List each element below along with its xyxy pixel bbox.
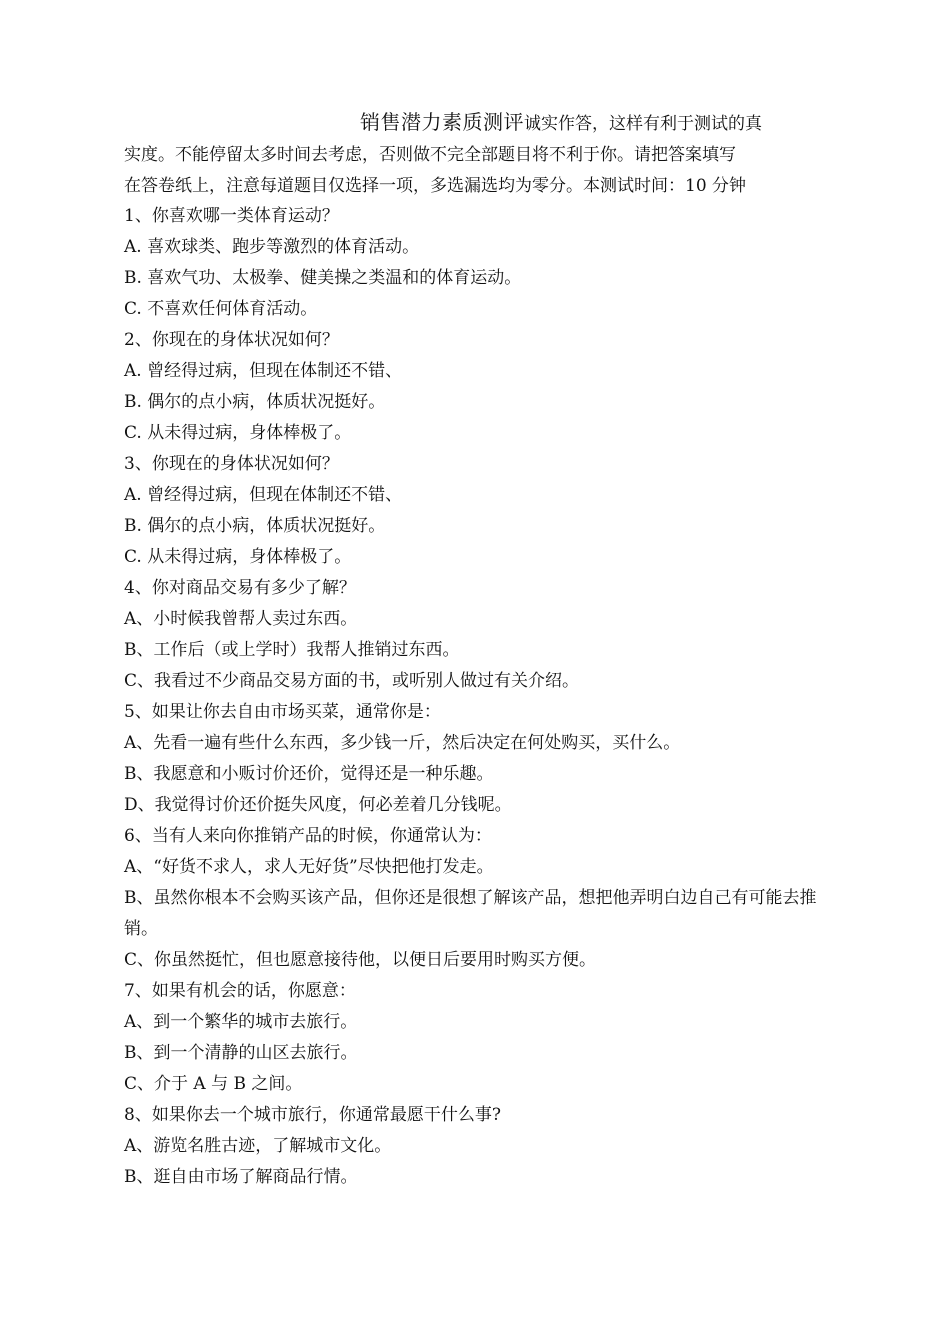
question-3: 3、你现在的身体状况如何？	[124, 454, 339, 474]
question-4: 4、你对商品交易有多少了解？	[124, 578, 356, 598]
question-8-option-b: B、逛自由市场了解商品行情。	[124, 1167, 358, 1187]
question-2-option-a: A. 曾经得过病，但现在体制还不错、	[124, 361, 403, 381]
question-8-option-a: A、游览名胜古迹，了解城市文化。	[124, 1136, 392, 1156]
question-7: 7、如果有机会的话，你愿意：	[124, 981, 356, 1001]
question-1-option-a: A. 喜欢球类、跑步等激烈的体育活动。	[124, 237, 420, 257]
question-6-option-a: A、“好货不求人，求人无好货”尽快把他打发走。	[124, 857, 494, 877]
question-7-option-a: A、到一个繁华的城市去旅行。	[124, 1012, 358, 1032]
question-7-option-b: B、到一个清静的山区去旅行。	[124, 1043, 358, 1063]
question-3-option-c: C. 从未得过病，身体棒极了。	[124, 547, 352, 567]
question-2-option-c: C. 从未得过病，身体棒极了。	[124, 423, 352, 443]
question-6-option-b: B、虽然你根本不会购买该产品，但你还是很想了解该产品，想把他弄明白边自己有可能去推销。	[124, 888, 817, 939]
intro-line-1-rest: 诚实作答，这样有利于测试的真	[524, 114, 762, 134]
question-7-option-c: C、介于 A 与 B 之间。	[124, 1074, 303, 1094]
question-list	[124, 201, 824, 1193]
question-5-option-b: B、我愿意和小贩讨价还价，觉得还是一种乐趣。	[124, 764, 494, 784]
question-4-option-c: C、我看过不少商品交易方面的书，或听别人做过有关介绍。	[124, 671, 580, 691]
intro-paragraph	[124, 107, 824, 202]
intro-line-3: 在答卷纸上，注意每道题目仅选择一项，多选漏选均为零分。本测试时间：10 分钟	[124, 176, 747, 196]
question-1-option-c: C. 不喜欢任何体育活动。	[124, 299, 318, 319]
question-2-option-b: B. 偶尔的点小病，体质状况挺好。	[124, 392, 386, 412]
intro-line-2: 实度。不能停留太多时间去考虑，否则做不完全部题目将不利于你。请把答案填写	[124, 145, 736, 165]
question-2: 2、你现在的身体状况如何？	[124, 330, 339, 350]
question-4-option-a: A、小时候我曾帮人卖过东西。	[124, 609, 358, 629]
question-1: 1、你喜欢哪一类体育运动？	[124, 206, 339, 226]
question-3-option-a: A. 曾经得过病，但现在体制还不错、	[124, 485, 403, 505]
intro-first-line	[124, 107, 824, 140]
question-5: 5、如果让你去自由市场买菜，通常你是：	[124, 702, 441, 722]
question-1-option-b: B. 喜欢气功、太极拳、健美操之类温和的体育运动。	[124, 268, 522, 288]
question-6: 6、当有人来向你推销产品的时候，你通常认为：	[124, 826, 492, 846]
question-3-option-b: B. 偶尔的点小病，体质状况挺好。	[124, 516, 386, 536]
question-8: 8、如果你去一个城市旅行，你通常最愿干什么事?	[124, 1105, 501, 1125]
question-4-option-b: B、工作后（或上学时）我帮人推销过东西。	[124, 640, 460, 660]
question-6-option-c: C、你虽然挺忙，但也愿意接待他，以便日后要用时购买方便。	[124, 950, 597, 970]
document-title: 销售潜力素质测评	[360, 110, 524, 134]
question-5-option-a: A、先看一遍有些什么东西，多少钱一斤，然后决定在何处购买，买什么。	[124, 733, 681, 753]
question-5-option-d: D、我觉得讨价还价挺失风度，何必差着几分钱呢。	[124, 795, 512, 815]
